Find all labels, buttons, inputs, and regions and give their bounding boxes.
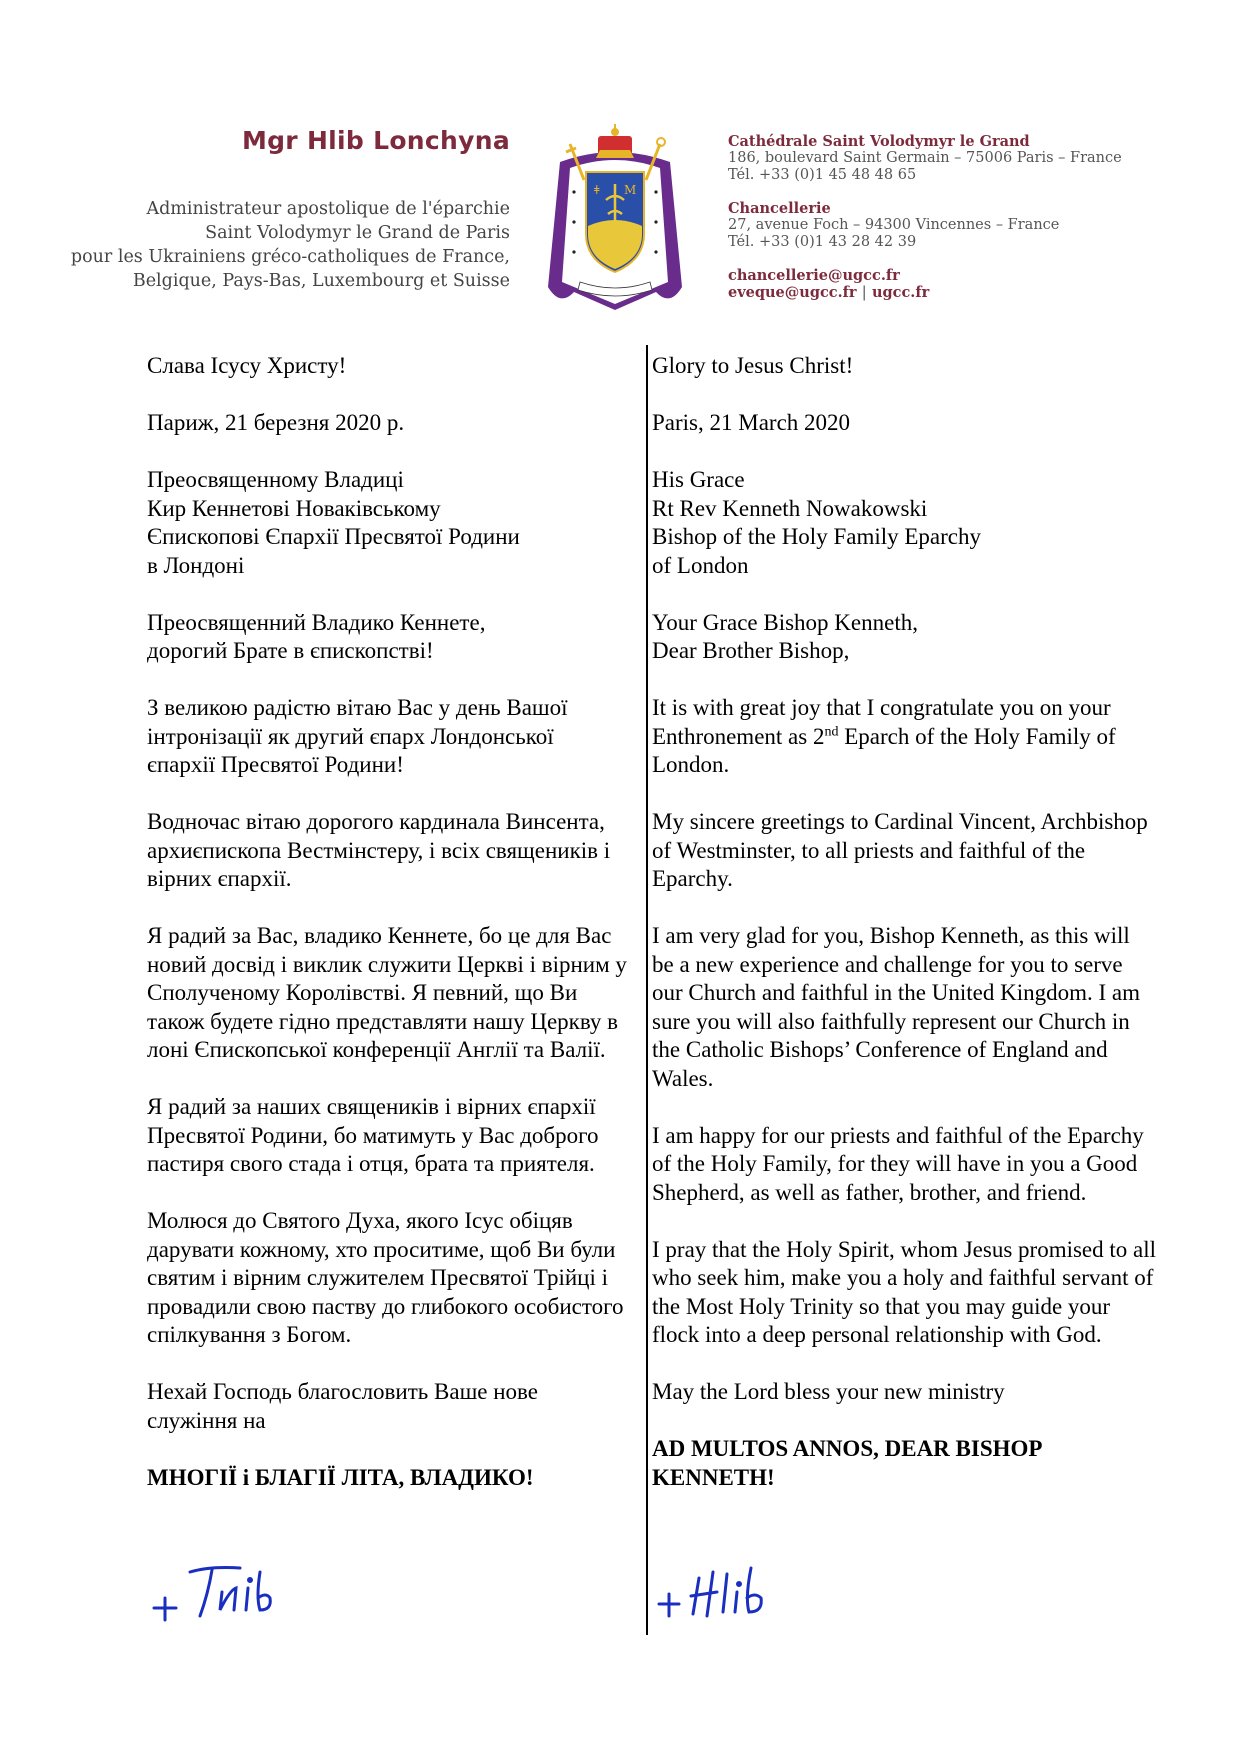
salutation-line: Your Grace Bishop Kenneth, <box>652 609 918 635</box>
addressee-line: в Лондоні <box>147 552 245 578</box>
cathedral-block <box>728 133 1122 184</box>
paragraph: З великою радістю вітаю Вас у день Вашої інтронізації як другий єпарх Лондонської єпархії Пресвятої Родини! <box>147 695 568 777</box>
salutation-line: дорогий Брате в єпископстві! <box>147 638 434 663</box>
sender-name: Mgr Hlib Lonchyna <box>241 126 510 155</box>
chancery-phone: Tél. +33 (0)1 43 28 42 39 <box>728 234 917 250</box>
salutation-line: Преосвященний Владико Кеннете, <box>147 609 486 635</box>
addressee <box>652 466 1157 580</box>
addressee-line: Bishop of the Holy Family Eparchy <box>652 524 981 549</box>
greeting: Слава Ісусу Христу! <box>147 353 347 378</box>
paragraph: I pray that the Holy Spirit, whom Jesus promised to all who seek him, make you a holy and faithful servant of the Most Holy Trinity so that you may guide your flock into a deep personal relationship with God. <box>652 1236 1157 1347</box>
salutation-line: Dear Brother Bishop, <box>652 638 850 663</box>
closing: AD MULTOS ANNOS, DEAR BISHOP KENNETH! <box>652 1436 1042 1490</box>
paragraph: My sincere greetings to Cardinal Vincent, Archbishop of Westminster, to all priests and faithful of the Eparchy. <box>652 809 1148 891</box>
paragraph: Водночас вітаю дорогого кардинала Винсента, архиєпископа Вестмінстеру, і всіх священиків і вірних єпархії. <box>147 809 611 891</box>
signature-english <box>655 1558 795 1628</box>
paragraph: I am happy for our priests and faithful of the Eparchy of the Holy Family, for they will have in you a Good Shepherd, as well as father, brother, and friend. <box>652 1122 1144 1205</box>
addressee <box>147 466 627 580</box>
sender-title-line: Saint Volodymyr le Grand de Paris <box>205 223 510 243</box>
paragraph-text: Eparch of the Holy Family of London. <box>652 723 1116 777</box>
addressee-line: Кир Кеннетові Новаківському <box>147 495 441 521</box>
greeting: Glory to Jesus Christ! <box>652 353 854 378</box>
svg-text:ǂ: ǂ <box>594 183 600 197</box>
letter-column-ukrainian <box>147 352 627 1521</box>
paragraph: Я радий за наших священиків і вірних єпархії Пресвятої Родини, бо матимуть у Вас доброго пастиря свого стада і отця, брата та приятеля. <box>147 1094 599 1176</box>
closing: МНОГІЇ і БЛАГІЇ ЛІТА, ВЛАДИКО! <box>147 1464 534 1490</box>
addressee-line: of London <box>652 552 749 578</box>
salutation <box>652 609 1157 666</box>
sender-block <box>0 126 510 293</box>
chancery-address: 27, avenue Foch – 94300 Vincennes – France <box>728 217 1060 233</box>
paragraph: Я радий за Вас, владико Кеннете, бо це для Вас новий досвід і виклик служити Церкві і вірним у Сполученому Королівстві. Я певний, що Ви також будете гідно представляти нашу Церкву в лоні Єпископської конференції Англії та Валії. <box>147 923 627 1062</box>
addressee-line: His Grace <box>652 467 745 492</box>
contact-line <box>728 284 1122 301</box>
addressee-line: Єпископові Єпархії Пресвятої Родини <box>147 524 520 549</box>
coat-of-arms-icon <box>540 122 690 317</box>
contact-emails <box>728 267 1122 301</box>
chancery-title: Chancellerie <box>728 200 831 217</box>
separator: | <box>861 284 867 301</box>
contact-block <box>728 133 1122 301</box>
svg-text:M: M <box>624 183 637 197</box>
cathedral-title: Cathédrale Saint Volodymyr le Grand <box>728 133 1030 150</box>
place-date: Paris, 21 March 2020 <box>652 410 851 435</box>
sender-title <box>0 197 510 293</box>
letter-column-english <box>652 352 1157 1521</box>
addressee-line: Rt Rev Kenneth Nowakowski <box>652 495 928 521</box>
paragraph: I am very glad for you, Bishop Kenneth, as this will be a new experience and challenge for you to serve our Church and faithful in the United Kingdom. I am sure you will also faithfully represent our Church in the Catholic Bishops’ Conference of England and Wales. <box>652 923 1141 1091</box>
paragraph: Молюся до Святого Духа, якого Ісус обіцяв дарувати кожному, хто проситиме, щоб Ви були святим і вірним служителем Пресвятої Трійці і провадили свою паству до глибокого особистого спілкування з Богом. <box>147 1208 624 1347</box>
paragraph: Нехай Господь благословить Ваше нове служіння на <box>147 1379 538 1433</box>
email-link[interactable]: eveque@ugcc.fr <box>728 284 857 301</box>
email-link[interactable]: chancellerie@ugcc.fr <box>728 267 900 284</box>
place-date: Париж, 21 березня 2020 р. <box>147 410 405 435</box>
addressee-line: Преосвященному Владиці <box>147 467 404 492</box>
paragraph-text: It is with great joy that I congratulate you on your Enthronement as 2 <box>652 695 1111 749</box>
paragraph <box>652 694 1157 780</box>
sender-title-line: pour les Ukrainiens gréco-catholiques de France, <box>70 247 510 267</box>
signature-ukrainian <box>150 1558 310 1628</box>
cathedral-phone: Tél. +33 (0)1 45 48 48 65 <box>728 167 917 183</box>
column-divider <box>646 345 648 1635</box>
chancery-block <box>728 200 1122 251</box>
website-link[interactable]: ugcc.fr <box>871 284 930 301</box>
ordinal-suffix: nd <box>824 723 839 739</box>
sender-title-line: Belgique, Pays-Bas, Luxembourg et Suisse <box>132 271 510 291</box>
paragraph: May the Lord bless your new ministry <box>652 1379 1005 1404</box>
salutation <box>147 609 627 666</box>
sender-title-line: Administrateur apostolique de l'éparchie <box>146 199 510 219</box>
cathedral-address: 186, boulevard Saint Germain – 75006 Paris – France <box>728 150 1122 166</box>
